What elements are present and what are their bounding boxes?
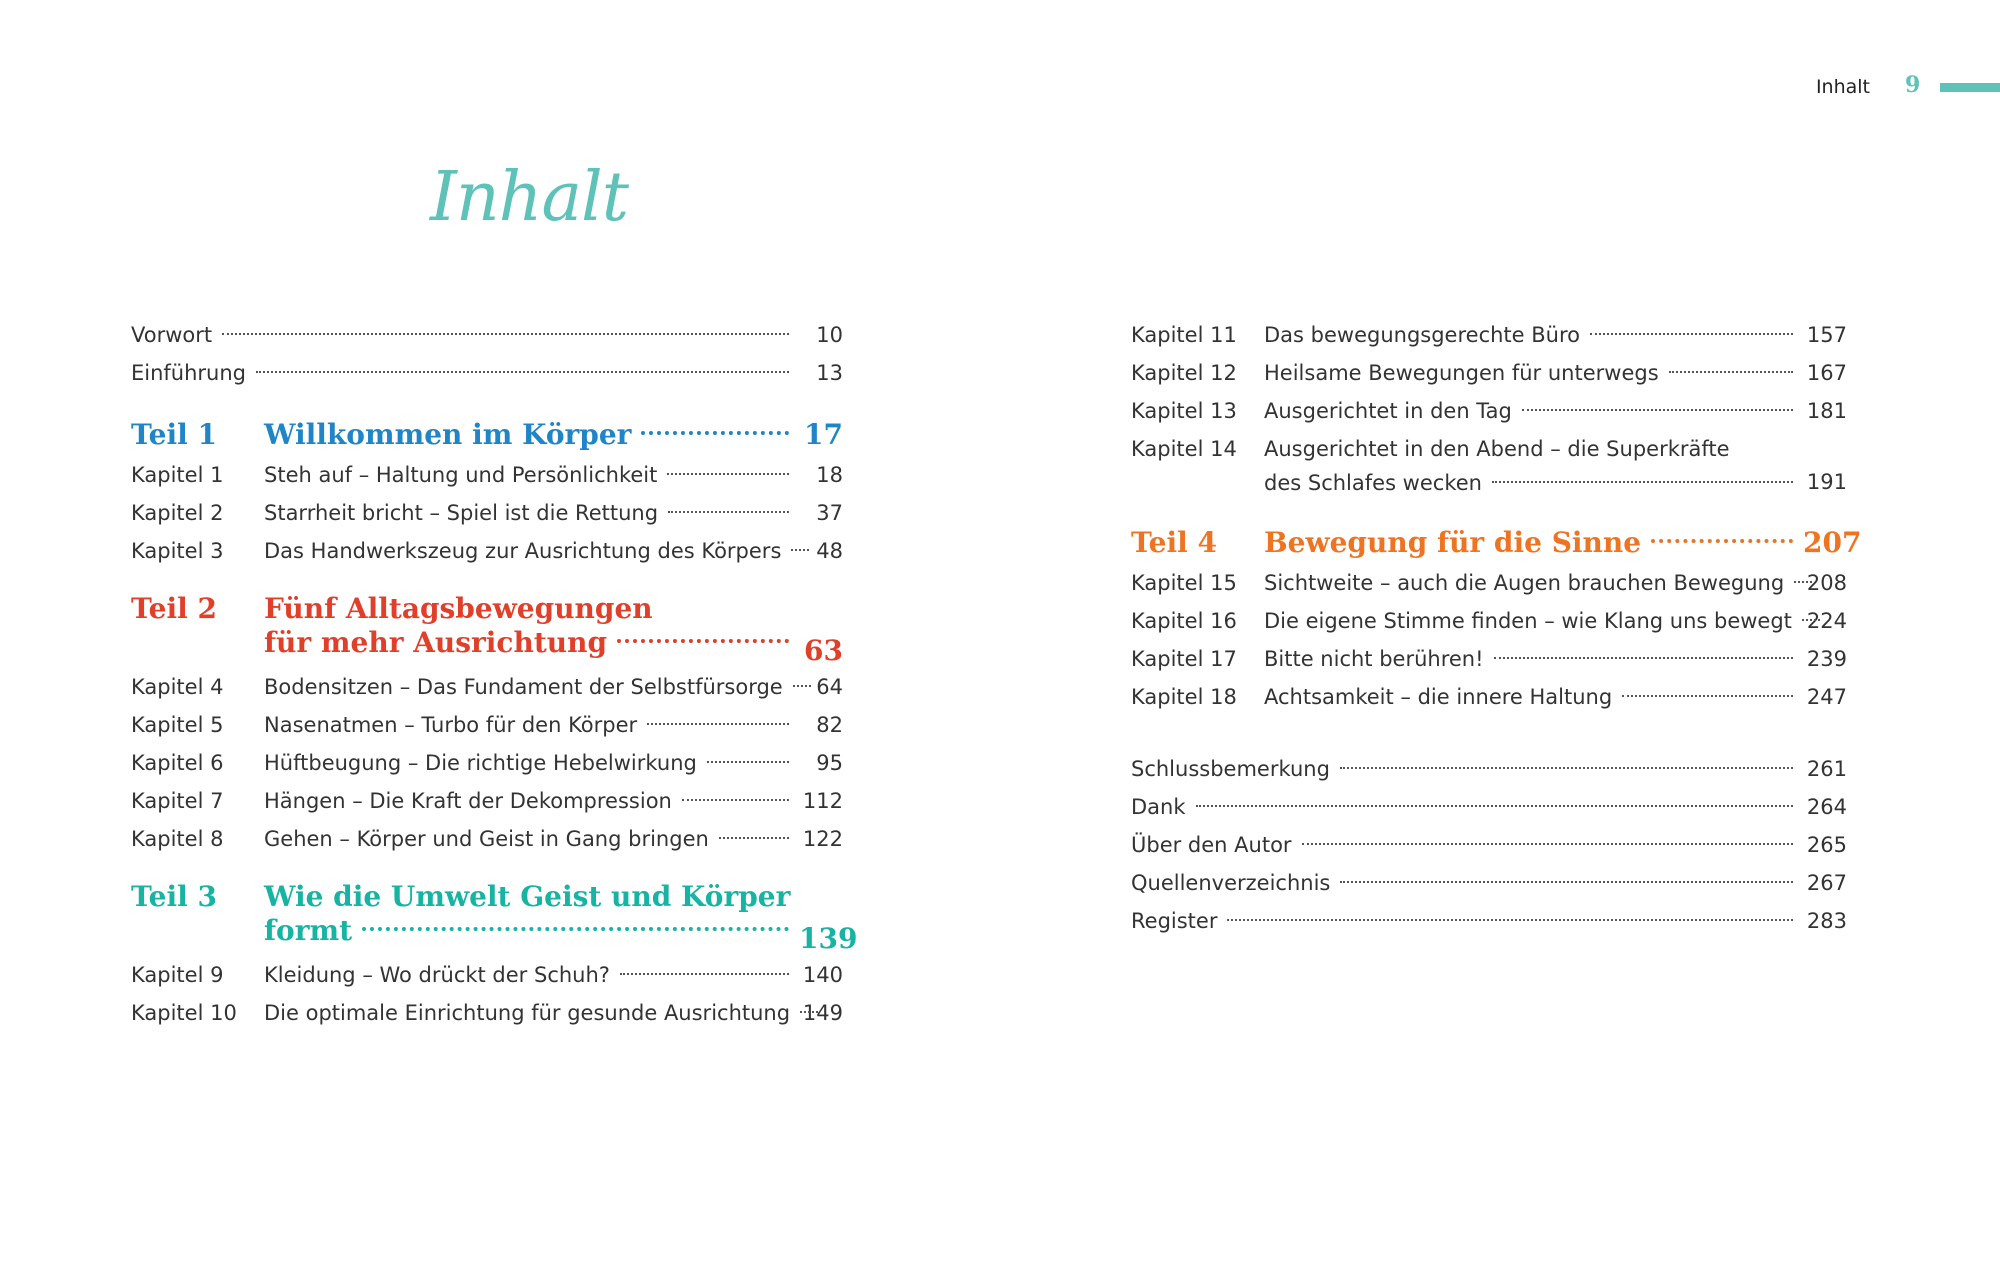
dot-leader [1494, 657, 1793, 659]
toc-chapter-16[interactable] [1131, 602, 1847, 640]
chapter-title-line2: des Schlafes wecken [1264, 471, 1482, 495]
dot-leader [1590, 333, 1793, 335]
chapter-page: 191 [1806, 470, 1847, 494]
chapter-title: Achtsamkeit – die innere Haltung [1264, 685, 1613, 709]
toc-chapter-11[interactable] [1131, 316, 1847, 354]
toc-entry-page: 264 [1806, 795, 1847, 819]
toc-chapter-7[interactable] [131, 782, 843, 820]
toc-chapter-5[interactable] [131, 706, 843, 744]
dot-leader [719, 837, 789, 839]
chapter-page: 140 [802, 963, 843, 987]
dot-leader [1802, 619, 1820, 621]
toc-chapter-9[interactable] [131, 956, 843, 994]
toc-entry-title: Über den Autor [1131, 833, 1292, 857]
dot-leader [793, 685, 811, 687]
toc-entry-page: 13 [816, 361, 843, 385]
chapter-page: 82 [816, 713, 843, 737]
chapter-label: Kapitel 8 [131, 827, 224, 851]
dot-leader [1340, 767, 1793, 769]
chapter-label: Kapitel 5 [131, 713, 224, 737]
chapter-page: 95 [816, 751, 843, 775]
toc-chapter-15[interactable] [1131, 564, 1847, 602]
chapter-page: 37 [816, 501, 843, 525]
part-page: 207 [1803, 526, 1862, 559]
dot-leader [222, 333, 789, 335]
toc-entry-ueber-den-autor[interactable] [1131, 826, 1847, 864]
part-label: Teil 4 [1131, 526, 1217, 559]
toc-chapter-4[interactable] [131, 668, 843, 706]
toc-entry-einfuehrung[interactable] [131, 354, 843, 392]
toc-chapter-14[interactable] [1131, 430, 1847, 500]
part-title-line1: Wie die Umwelt Geist und Körper [264, 880, 791, 913]
chapter-title: Heilsame Bewegungen für unterwegs [1264, 361, 1659, 385]
toc-part-1[interactable] [131, 414, 843, 456]
toc-entry-title: Register [1131, 909, 1218, 933]
chapter-title: Steh auf – Haltung und Persönlichkeit [264, 463, 658, 487]
chapter-title: Hängen – Die Kraft der Dekompression [264, 789, 672, 813]
toc-entry-title: Vorwort [131, 323, 213, 347]
toc-entry-page: 267 [1806, 871, 1847, 895]
toc-part-4[interactable] [1131, 522, 1862, 564]
toc-chapter-12[interactable] [1131, 354, 1847, 392]
toc-entry-vorwort[interactable] [131, 316, 843, 354]
toc-chapter-10[interactable] [131, 994, 843, 1032]
chapter-page: 157 [1806, 323, 1847, 347]
part-title-line2: formt [264, 914, 353, 947]
part-title: Bewegung für die Sinne [1264, 526, 1642, 559]
chapter-label: Kapitel 10 [131, 1001, 237, 1025]
chapter-label: Kapitel 12 [1131, 361, 1237, 385]
chapter-label: Kapitel 6 [131, 751, 224, 775]
chapter-label: Kapitel 4 [131, 675, 224, 699]
chapter-label: Kapitel 2 [131, 501, 224, 525]
chapter-title: Hüftbeugung – Die richtige Hebelwirkung [264, 751, 697, 775]
chapter-page: 149 [802, 1001, 843, 1025]
part-label: Teil 1 [131, 418, 217, 451]
toc-chapter-17[interactable] [1131, 640, 1847, 678]
part-page: 17 [804, 418, 843, 451]
chapter-page: 224 [1806, 609, 1847, 633]
toc-entry-page: 261 [1806, 757, 1847, 781]
chapter-title: Das Handwerkszeug zur Ausrichtung des Körpers [264, 539, 782, 563]
page-number: 9 [1905, 72, 1921, 98]
dot-leader [617, 639, 789, 643]
toc-chapter-1[interactable] [131, 456, 843, 494]
chapter-title: Kleidung – Wo drückt der Schuh? [264, 963, 610, 987]
accent-bar [1940, 83, 2000, 92]
dot-leader [1227, 919, 1793, 921]
chapter-label: Kapitel 1 [131, 463, 224, 487]
chapter-page: 208 [1806, 571, 1847, 595]
chapter-title-line1: Ausgerichtet in den Abend – die Superkräfte [1264, 437, 1730, 461]
chapter-title: Gehen – Körper und Geist in Gang bringen [264, 827, 709, 851]
chapter-page: 122 [802, 827, 843, 851]
chapter-label: Kapitel 17 [1131, 647, 1237, 671]
dot-leader [362, 927, 789, 931]
chapter-label: Kapitel 9 [131, 963, 224, 987]
toc-entry-page: 283 [1806, 909, 1847, 933]
chapter-title: Nasenatmen – Turbo für den Körper [264, 713, 638, 737]
chapter-page: 181 [1806, 399, 1847, 423]
dot-leader [791, 549, 809, 551]
running-header-title: Inhalt [1815, 76, 1870, 98]
toc-entry-schlussbemerkung[interactable] [1131, 750, 1847, 788]
part-label: Teil 2 [131, 592, 217, 625]
dot-leader [1196, 805, 1793, 807]
chapter-label: Kapitel 13 [1131, 399, 1237, 423]
page-title: Inhalt [430, 158, 629, 237]
toc-chapter-6[interactable] [131, 744, 843, 782]
chapter-label: Kapitel 7 [131, 789, 224, 813]
toc-part-2[interactable] [131, 592, 843, 668]
dot-leader [1651, 539, 1793, 543]
part-page: 63 [804, 634, 843, 667]
dot-leader [707, 761, 789, 763]
toc-chapter-13[interactable] [1131, 392, 1847, 430]
toc-entry-title: Dank [1131, 795, 1186, 819]
toc-right-column [1131, 316, 1862, 940]
chapter-label: Kapitel 18 [1131, 685, 1237, 709]
toc-entry-title: Einführung [131, 361, 247, 385]
chapter-page: 112 [802, 789, 843, 813]
chapter-page: 64 [816, 675, 843, 699]
part-title-line1: Fünf Alltagsbewegungen [264, 592, 653, 625]
chapter-title: Die eigene Stimme finden – wie Klang uns bewegt [1264, 609, 1792, 633]
dot-leader [1492, 481, 1793, 483]
dot-leader [1340, 881, 1793, 883]
toc-entry-page: 10 [816, 323, 843, 347]
toc-chapter-18[interactable] [1131, 678, 1847, 716]
part-title: Willkommen im Körper [264, 418, 632, 451]
toc-entry-register[interactable] [1131, 902, 1847, 940]
chapter-label: Kapitel 3 [131, 539, 224, 563]
chapter-title: Bodensitzen – Das Fundament der Selbstfürsorge [264, 675, 783, 699]
toc-chapter-8[interactable] [131, 820, 843, 858]
dot-leader [667, 473, 789, 475]
dot-leader [1669, 371, 1793, 373]
toc-entry-page: 265 [1806, 833, 1847, 857]
chapter-title: Bitte nicht berühren! [1264, 647, 1484, 671]
chapter-label: Kapitel 16 [1131, 609, 1237, 633]
part-page: 139 [799, 922, 858, 955]
dot-leader [1622, 695, 1793, 697]
toc-part-3[interactable] [131, 880, 858, 956]
toc-entry-dank[interactable] [1131, 788, 1847, 826]
toc-chapter-2[interactable] [131, 494, 843, 532]
dot-leader [668, 511, 789, 513]
dot-leader [620, 973, 789, 975]
dot-leader [800, 1011, 818, 1013]
chapter-label: Kapitel 11 [1131, 323, 1237, 347]
dot-leader [256, 371, 789, 373]
dot-leader [1794, 581, 1812, 583]
toc-left-column [131, 316, 858, 1032]
chapter-page: 239 [1806, 647, 1847, 671]
chapter-page: 18 [816, 463, 843, 487]
chapter-title: Ausgerichtet in den Tag [1264, 399, 1512, 423]
toc-entry-title: Quellenverzeichnis [1131, 871, 1331, 895]
chapter-page: 247 [1806, 685, 1847, 709]
part-title-line2: für mehr Ausrichtung [264, 626, 608, 659]
toc-entry-quellenverzeichnis[interactable] [1131, 864, 1847, 902]
chapter-label: Kapitel 14 [1131, 437, 1237, 461]
part-label: Teil 3 [131, 880, 217, 913]
dot-leader [647, 723, 789, 725]
chapter-page: 167 [1806, 361, 1847, 385]
chapter-label: Kapitel 15 [1131, 571, 1237, 595]
dot-leader [1522, 409, 1793, 411]
dot-leader [1302, 843, 1793, 845]
chapter-title: Starrheit bricht – Spiel ist die Rettung [264, 501, 659, 525]
chapter-title: Sichtweite – auch die Augen brauchen Bewegung [1264, 571, 1785, 595]
dot-leader [641, 431, 789, 435]
dot-leader [682, 799, 789, 801]
chapter-title: Das bewegungsgerechte Büro [1264, 323, 1580, 347]
toc-chapter-3[interactable] [131, 532, 843, 570]
chapter-page: 48 [816, 539, 843, 563]
toc-entry-title: Schlussbemerkung [1131, 757, 1330, 781]
chapter-title: Die optimale Einrichtung für gesunde Ausrichtung [264, 1001, 791, 1025]
